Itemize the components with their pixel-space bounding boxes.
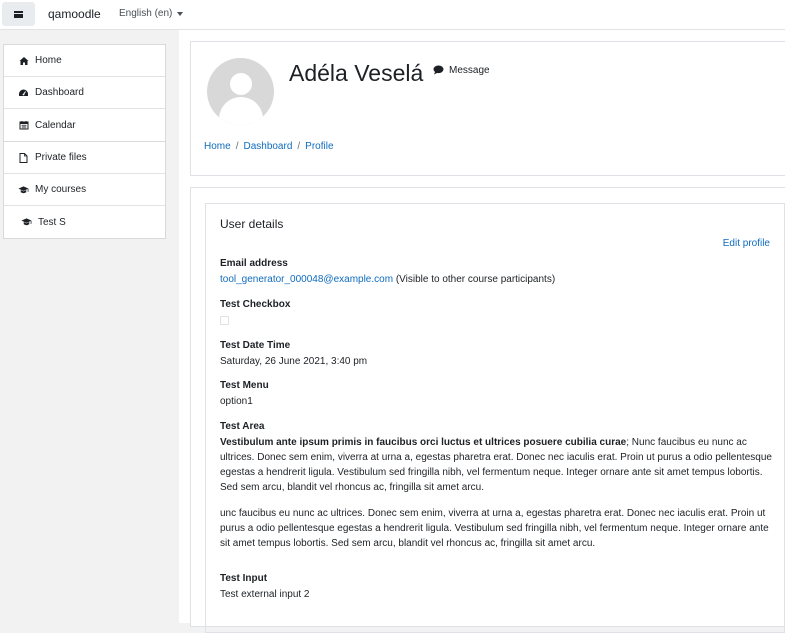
message-button[interactable] (433, 65, 490, 76)
area-bold-text: Vestibulum ante ipsum primis in faucibus orci luctus et ultrices posuere cubilia curae (220, 437, 627, 448)
language-menu[interactable] (119, 8, 183, 19)
breadcrumb-dashboard[interactable]: Dashboard (243, 141, 293, 152)
drawer-item-label: Test S (38, 216, 66, 228)
top-navbar (0, 0, 785, 30)
field-label: Test Checkbox (220, 299, 291, 310)
language-label: English (en) (119, 8, 173, 19)
drawer-item-private-files[interactable] (4, 142, 165, 174)
drawer-group-main (3, 44, 166, 142)
drawer-item-my-courses[interactable] (4, 174, 165, 206)
field-area (220, 421, 772, 551)
avatar (207, 58, 274, 125)
edit-profile-link[interactable]: Edit profile (722, 238, 770, 249)
drawer-item-label: Home (35, 55, 62, 66)
drawer-item-dashboard[interactable] (4, 77, 165, 109)
avatar-body-shape (219, 97, 263, 125)
hamburger-icon (14, 11, 23, 18)
area-paragraph-2: unc faucibus eu nunc ac ultrices. Donec sem enim, viverra at urna a, egestas pharetra erat. Donec nec iaculis erat. Proin ut purus a odio pellentesque egestas a hendrerit ligula. Vestibulum sed fringilla nibh, vel fermentum neque. Integer ornare ante sit amet tempus lobortis. Sed sem arcu, blandit vel rhoncus ac, fringilla sit amet arcu. (220, 508, 769, 549)
drawer-item-course-test-s[interactable] (4, 206, 165, 238)
field-input (220, 573, 772, 602)
drawer-item-label: Dashboard (35, 87, 84, 98)
graduation-cap-icon (21, 217, 32, 228)
drawer-item-label: Private files (35, 152, 87, 163)
field-date-time (220, 340, 772, 369)
field-label: Test Area (220, 421, 265, 432)
field-label: Email address (220, 258, 288, 269)
graduation-cap-icon (18, 184, 29, 195)
field-value: option1 (220, 396, 253, 407)
comment-icon (433, 65, 444, 76)
field-email (220, 258, 772, 287)
user-details-card (205, 203, 785, 633)
profile-region (190, 187, 785, 627)
calendar-icon (18, 120, 29, 131)
breadcrumb (204, 141, 334, 152)
field-value (220, 272, 772, 287)
drawer-group-secondary (3, 141, 166, 239)
field-value: Test external input 2 (220, 589, 310, 600)
breadcrumb-separator: / (235, 141, 239, 152)
email-link[interactable]: tool_generator_000048@example.com (220, 274, 394, 285)
field-checkbox (220, 299, 772, 325)
profile-header (190, 41, 785, 176)
avatar-head-shape (230, 73, 252, 95)
field-value: Saturday, 26 June 2021, 3:40 pm (220, 356, 368, 367)
home-icon (18, 55, 29, 66)
field-label: Test Input (220, 573, 268, 584)
field-label: Test Date Time (220, 340, 291, 351)
user-details-title: User details (220, 217, 284, 231)
drawer-item-label: My courses (35, 184, 87, 195)
breadcrumb-home[interactable]: Home (204, 141, 231, 152)
caret-down-icon (177, 12, 183, 16)
field-label: Test Menu (220, 380, 269, 391)
page-title: Adéla Veselá (289, 60, 424, 86)
email-visibility-note: (Visible to other course participants) (393, 274, 556, 285)
area-text: ; Nunc faucibus eu nunc ac ultrices. Donec sem enim, viverra at urna a, egestas pharetra erat. Donec nec iaculis erat. Proin ut purus a odio pellentesque egestas a hendrerit ligula. Vestibulum sed fringilla nibh, vel fermentum neque. Integer ornare ante sit amet tempus lobortis. Sed sem arcu, blandit vel rhoncus ac, fringilla sit amet arcu. (220, 437, 772, 493)
dashboard-icon (18, 87, 29, 98)
field-menu (220, 380, 772, 409)
drawer-toggle-button[interactable] (2, 2, 35, 26)
main-content (179, 30, 785, 623)
area-paragraph-1 (220, 435, 772, 495)
message-label: Message (449, 65, 490, 76)
file-icon (18, 152, 29, 163)
nav-drawer (0, 30, 179, 623)
drawer-item-label: Calendar (35, 119, 76, 131)
drawer-item-calendar[interactable] (4, 109, 165, 141)
site-brand[interactable]: qamoodle (48, 7, 101, 21)
breadcrumb-separator: / (297, 141, 301, 152)
drawer-item-home[interactable] (4, 45, 165, 77)
breadcrumb-profile[interactable]: Profile (305, 141, 334, 152)
test-checkbox (220, 316, 229, 325)
